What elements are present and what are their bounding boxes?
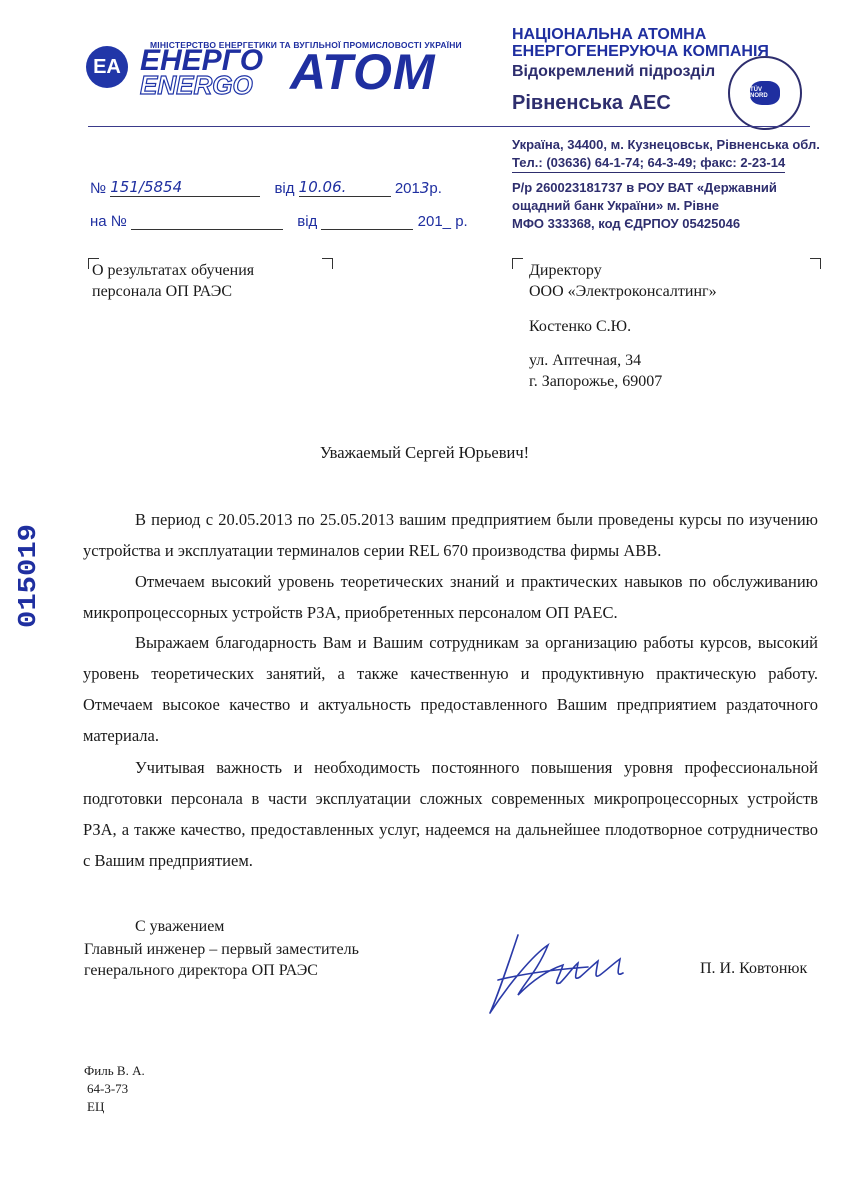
outgoing-ref [90,178,442,197]
address-line: ощадний банк України» м. Рівне [512,198,720,213]
company-address [512,136,820,233]
ref-number: 151/5854 [110,178,260,197]
energoatom-logo-icon: EA [86,46,128,88]
header-divider [88,126,810,127]
address-line: Україна, 34400, м. Кузнецовськ, Рівненська обл. [512,137,820,152]
paragraph: Учитывая важность и необходимость постоянного повышения уровня профессиональной подготовки персонала в части эксплуатации сложных современных микропроцессорных устройств РЗА, а также качество, предоставленных услуг, надеемся на дальнейшее плодотворное сотрудничество с Вашим предприятием. [83,758,818,870]
subject [92,260,254,302]
ref-date-label: від [297,213,318,230]
paragraph: В период с 20.05.2013 по 25.05.2013 вашим предприятием были проведены курсы по изучению устройства и эксплуатации терминалов серии REL 670 производства фирмы ABB. [83,510,818,560]
executor-info [84,1062,145,1116]
address-line: МФО 333368, код ЄДРПОУ 05425046 [512,216,741,231]
address-line: Тел.: (03636) 64-1-74; 64-3-49; факс: 2-23-14 [512,154,785,173]
executor-name: Филь В. А. [84,1063,145,1078]
incoming-ref [90,212,468,230]
no-label: № [90,180,107,197]
recipient-block [529,260,717,392]
year-suffix: р. [429,180,442,197]
subject-line: О результатах обучения [92,262,255,279]
logo-energo-ua: ЕНЕРГО [140,44,264,77]
incoming-number-field [131,212,283,230]
company-name [512,26,769,60]
recipient-corner-right [810,258,821,269]
ref-year: 201_ [417,213,452,230]
position-line: Главный инженер – первый заместитель [84,941,359,958]
recipient-street: ул. Аптечная, 34 [529,352,642,369]
recipient-corner-left [512,258,523,269]
logo-atom: АТОМ [290,44,436,100]
company-name-line1: НАЦІОНАЛЬНА АТОМНА [512,26,707,43]
paragraph: Отмечаем высокий уровень теоретических знаний и практических навыков по обслуживанию микропроцессорных устройств РЗА, приобретенных персоналом ОП РАЕС. [83,572,818,622]
year-digit: 3 [419,179,430,197]
position-line: генерального директора ОП РАЭС [84,962,318,979]
signer-position [84,939,359,981]
signature-icon [478,925,648,1020]
subject-line: персонала ОП РАЭС [92,283,233,300]
paragraph: Выражаем благодарность Вам и Вашим сотрудникам за организацию работы курсов, высокий уровень теоретических занятий, а также качественную и продуктивную практическую работу. Отмечаем высокое качество и актуальность предоставленного Вашим предприятием раздаточного материала. [83,633,818,745]
closing-regards: С уважением [135,918,225,935]
certification-seal-icon [728,56,802,130]
address-line: Р/р 260023181737 в РОУ ВАТ «Державний [512,180,777,195]
date-label: від [274,180,295,197]
ministry-name: МІНІСТЕРСТВО ЕНЕРГЕТИКИ ТА ВУГІЛЬНОЇ ПРОМИСЛОВОСТІ УКРАЇНИ [150,40,462,50]
recipient-name: Костенко С.Ю. [529,318,632,335]
recipient-city: г. Запорожье, 69007 [529,373,663,390]
serial-number [2,520,50,630]
tuv-badge: TÜV NORD [750,81,780,105]
executor-initials: ЕЦ [87,1099,105,1114]
serial-number-text: 015019 [13,534,43,628]
logo-energo-en: ENERGO [140,70,253,100]
ref-year-suffix: р. [455,213,468,230]
year-prefix: 201 [394,180,420,197]
ref-date: 10.06. [299,178,391,197]
signer-name: П. И. Ковтонюк [700,960,808,977]
division-label: Відокремлений підрозділ [512,63,716,80]
recipient-company: ООО «Электроконсалтинг» [529,283,717,300]
recipient-title: Директору [529,262,602,279]
greeting: Уважаемый Сергей Юрьевич! [319,443,530,462]
subject-corner-right [322,258,333,269]
company-name-line2: ЕНЕРГОГЕНЕРУЮЧА КОМПАНІЯ [512,43,769,60]
executor-phone: 64-3-73 [87,1081,129,1096]
plant-name: Рівненська АЕС [512,92,671,114]
ref-label: на № [90,213,127,230]
incoming-date-field [321,212,413,230]
